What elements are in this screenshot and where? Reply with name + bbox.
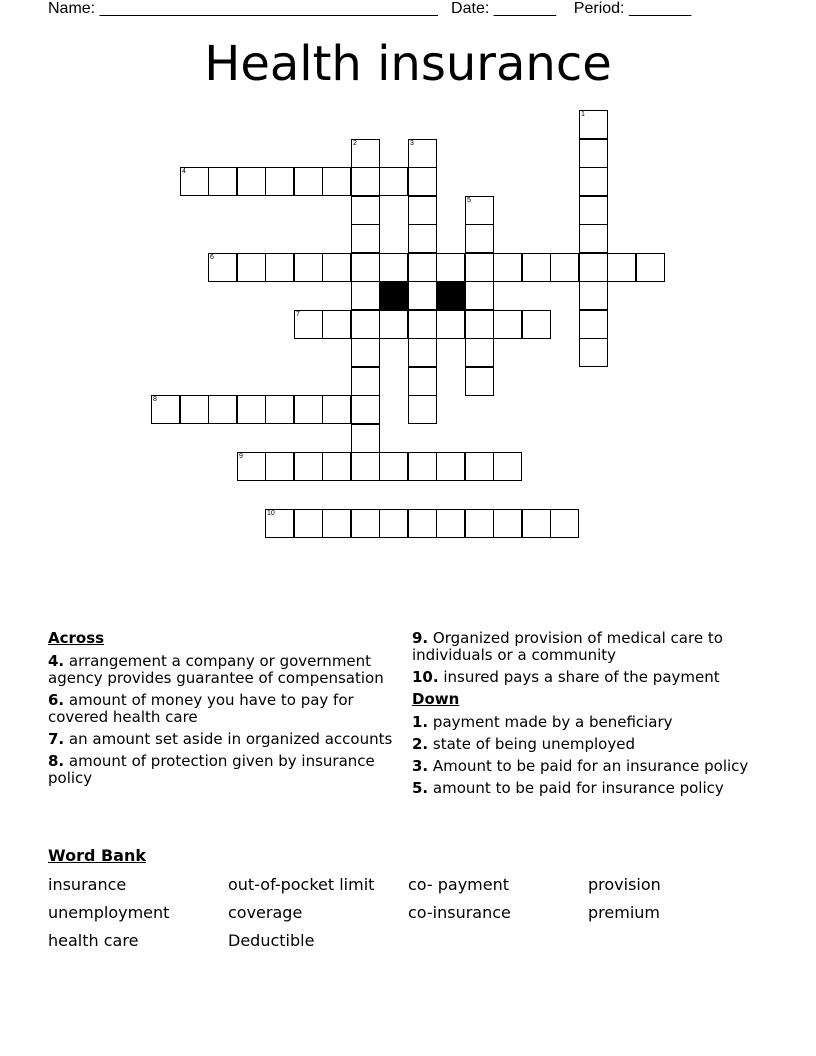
grid-cell[interactable] [379, 452, 408, 481]
clue-number: 2 [353, 140, 357, 147]
grid-cell[interactable] [379, 509, 408, 538]
clue-down-2: 2. state of being unemployed [412, 735, 635, 753]
grid-block [436, 281, 465, 310]
across-clues [48, 630, 408, 792]
bank-word: coverage [228, 903, 303, 922]
grid-cell[interactable] [237, 452, 266, 481]
grid-cell[interactable] [351, 281, 380, 310]
clue-down-3: 3. Amount to be paid for an insurance policy [412, 757, 749, 775]
grid-cell[interactable] [294, 167, 323, 196]
clue-number: 1 [581, 111, 585, 118]
bank-word: co-insurance [408, 903, 511, 922]
grid-cell[interactable] [408, 310, 437, 339]
clue-number: 8 [153, 396, 157, 403]
clue-across-10: 10. insured pays a share of the payment [412, 668, 720, 686]
bank-word: Deductible [228, 931, 315, 950]
clue-number: 5 [467, 197, 471, 204]
clue-across-9: 9. Organized provision of medical care to individuals or a community [412, 629, 723, 664]
grid-cell[interactable] [493, 452, 522, 481]
grid-cell[interactable] [408, 367, 437, 396]
grid-cell[interactable] [465, 253, 494, 282]
clue-across-4: 4. arrangement a company or government agency provides guarantee of compensation [48, 652, 384, 687]
grid-cell[interactable] [351, 253, 380, 282]
grid-cell[interactable] [522, 509, 551, 538]
grid-cell[interactable] [351, 224, 380, 253]
grid-cell[interactable] [436, 253, 465, 282]
grid-cell[interactable] [351, 167, 380, 196]
bank-word: premium [588, 903, 660, 922]
grid-cell[interactable] [322, 395, 351, 424]
clue-number: 4 [182, 168, 186, 175]
clue-across-7: 7. an amount set aside in organized accounts [48, 730, 393, 748]
grid-cell[interactable] [294, 509, 323, 538]
grid-cell[interactable] [408, 452, 437, 481]
grid-cell[interactable] [322, 509, 351, 538]
grid-cell[interactable] [351, 452, 380, 481]
clue-down-1: 1. payment made by a beneficiary [412, 713, 673, 731]
page-title: Health insurance [204, 36, 612, 92]
grid-cell[interactable] [579, 167, 608, 196]
grid-cell[interactable] [322, 452, 351, 481]
grid-cell[interactable] [465, 367, 494, 396]
grid-cell[interactable] [579, 310, 608, 339]
grid-cell[interactable] [607, 253, 636, 282]
grid-cell[interactable] [522, 253, 551, 282]
down-heading: Down [412, 690, 460, 708]
grid-cell[interactable] [351, 395, 380, 424]
grid-cell[interactable] [265, 509, 294, 538]
grid-cell[interactable] [379, 167, 408, 196]
grid-cell[interactable] [237, 167, 266, 196]
grid-cell[interactable] [379, 253, 408, 282]
grid-cell[interactable] [351, 509, 380, 538]
grid-cell[interactable] [237, 395, 266, 424]
word-bank-title: Word Bank [48, 846, 147, 865]
grid-cell[interactable] [465, 452, 494, 481]
bank-word: out-of-pocket limit [228, 875, 375, 894]
grid-cell[interactable] [436, 452, 465, 481]
grid-cell[interactable] [579, 139, 608, 168]
grid-cell[interactable] [322, 167, 351, 196]
grid-cell[interactable] [493, 509, 522, 538]
grid-cell[interactable] [465, 310, 494, 339]
grid-cell[interactable] [408, 224, 437, 253]
bank-word: health care [48, 931, 139, 950]
grid-cell[interactable] [208, 167, 237, 196]
name-date-period-line: Name: ______________________________________ Date: _______ Period: _______ [48, 0, 692, 17]
grid-cell[interactable] [550, 253, 579, 282]
grid-cell[interactable] [351, 424, 380, 453]
grid-cell[interactable] [579, 253, 608, 282]
grid-cell[interactable] [408, 139, 437, 168]
clue-number: 3 [410, 140, 414, 147]
bank-word: co- payment [408, 875, 510, 894]
grid-cell[interactable] [265, 253, 294, 282]
grid-cell[interactable] [436, 509, 465, 538]
grid-block [379, 281, 408, 310]
grid-cell[interactable] [408, 509, 437, 538]
grid-cell[interactable] [294, 452, 323, 481]
grid-cell[interactable] [493, 310, 522, 339]
clue-number: 9 [239, 453, 243, 460]
grid-cell[interactable] [351, 310, 380, 339]
grid-cell[interactable] [208, 395, 237, 424]
grid-cell[interactable] [351, 139, 380, 168]
grid-cell[interactable] [265, 395, 294, 424]
grid-cell[interactable] [408, 338, 437, 367]
grid-cell[interactable] [294, 395, 323, 424]
grid-cell[interactable] [408, 196, 437, 225]
grid-cell[interactable] [579, 110, 608, 139]
grid-cell[interactable] [465, 281, 494, 310]
bank-word: provision [588, 875, 661, 894]
grid-cell[interactable] [465, 509, 494, 538]
grid-cell[interactable] [579, 281, 608, 310]
grid-cell[interactable] [294, 310, 323, 339]
grid-cell[interactable] [180, 395, 209, 424]
clue-number: 6 [210, 254, 214, 261]
grid-cell[interactable] [579, 224, 608, 253]
across-heading: Across [48, 629, 105, 647]
grid-cell[interactable] [351, 367, 380, 396]
grid-cell[interactable] [579, 338, 608, 367]
grid-cell[interactable] [351, 196, 380, 225]
grid-cell[interactable] [180, 167, 209, 196]
grid-cell[interactable] [408, 281, 437, 310]
across-down-clues [412, 630, 772, 802]
clue-across-8: 8. amount of protection given by insurance policy [48, 752, 375, 787]
grid-cell[interactable] [408, 167, 437, 196]
grid-cell[interactable] [237, 253, 266, 282]
clue-across-6: 6. amount of money you have to pay for covered health care [48, 691, 354, 726]
grid-cell[interactable] [322, 310, 351, 339]
clue-down-5: 5. amount to be paid for insurance policy [412, 779, 724, 797]
grid-cell[interactable] [208, 253, 237, 282]
grid-cell[interactable] [579, 196, 608, 225]
clue-number: 7 [296, 311, 300, 318]
grid-cell[interactable] [550, 509, 579, 538]
grid-cell[interactable] [636, 253, 665, 282]
grid-cell[interactable] [322, 253, 351, 282]
grid-cell[interactable] [408, 395, 437, 424]
grid-cell[interactable] [265, 167, 294, 196]
bank-word: insurance [48, 875, 127, 894]
grid-cell[interactable] [294, 253, 323, 282]
grid-cell[interactable] [465, 196, 494, 225]
clue-number: 10 [267, 510, 275, 517]
grid-cell[interactable] [351, 338, 380, 367]
grid-cell[interactable] [379, 310, 408, 339]
grid-cell[interactable] [408, 253, 437, 282]
grid-cell[interactable] [265, 452, 294, 481]
grid-cell[interactable] [151, 395, 180, 424]
grid-cell[interactable] [436, 310, 465, 339]
grid-cell[interactable] [522, 310, 551, 339]
bank-word: unemployment [48, 903, 170, 922]
grid-cell[interactable] [493, 253, 522, 282]
grid-cell[interactable] [465, 224, 494, 253]
grid-cell[interactable] [465, 338, 494, 367]
